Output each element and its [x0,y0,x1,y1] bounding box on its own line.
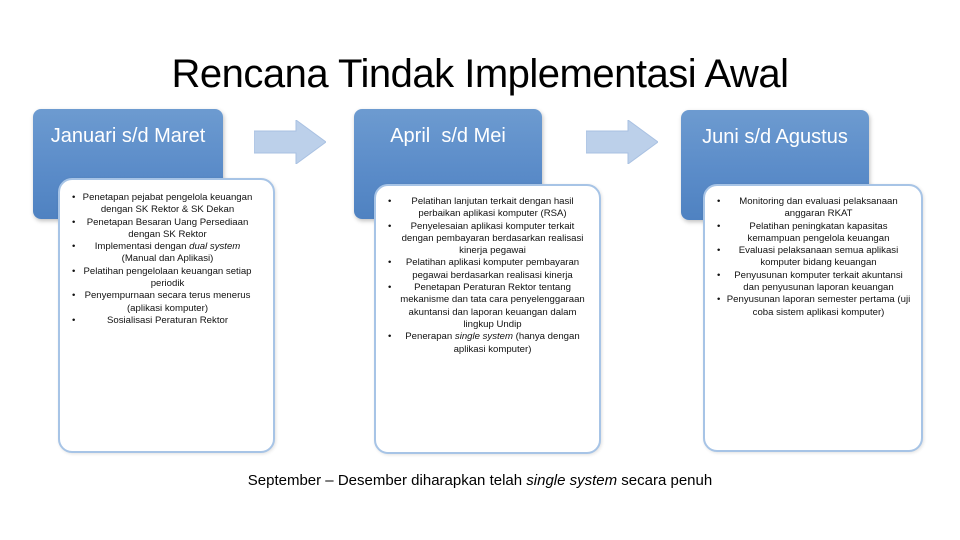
list-item: • Penerapan single system (hanya dengan aplikasi komputer) [386,331,588,356]
footer-text-before: September – Desember diharapkan telah [247,472,527,489]
item-emphasis: single system [454,331,514,343]
phase-header-2-label: April s/d Mei [390,125,506,147]
list-item: • Pelatihan aplikasi komputer pembayaran pegawai berdasarkan realisasi kinerja [386,257,588,282]
list-item: • Pelatihan peningkatan kapasitas kemampuan pengelola keuangan [715,221,911,246]
phase-3-item-list [715,196,911,319]
list-item: • Penetapan Besaran Uang Persediaan dengan SK Rektor [70,217,254,242]
list-item: • Sosialisasi Peraturan Rektor [70,315,254,327]
phase-header-3-label: Juni s/d Agustus [702,126,848,148]
phase-card-2 [374,184,601,454]
phase-card-1 [58,178,275,453]
phase-header-1-label: Januari s/d Maret [50,125,206,147]
list-item: • Monitoring dan evaluasi pelaksanaan anggaran RKAT [715,196,911,221]
list-item: • Penyelesaian aplikasi komputer terkait dengan pembayaran berdasarkan realisasi kinerja pegawai [386,221,588,258]
list-item: • Penetapan pejabat pengelola keuangan dengan SK Rektor & SK Dekan [70,192,254,217]
list-item: • Penyempurnaan secara terus menerus (aplikasi komputer) [70,290,254,315]
list-item: • Penyusunan laporan semester pertama (uji coba sistem aplikasi komputer) [715,294,911,319]
list-item: • Evaluasi pelaksanaan semua aplikasi komputer bidang keuangan [715,245,911,270]
right-arrow-icon [254,120,326,164]
page-title: Rencana Tindak Implementasi Awal [171,52,789,96]
list-item: • Penyusunan komputer terkait akuntansi dan penyusunan laporan keuangan [715,270,911,295]
phase-1-item-list [70,192,254,327]
list-item: • Penetapan Peraturan Rektor tentang mekanisme dan tata cara penyelenggaraan akuntansi dan laporan keuangan dalam lingkup Undip [386,282,588,331]
footer-text-after: secara penuh [617,472,713,489]
list-item: • Implementasi dengan dual system (Manual dan Aplikasi) [70,241,254,266]
phase-2-item-list [386,196,588,356]
item-emphasis: dual system [189,241,241,253]
right-arrow-icon [586,120,658,164]
footer-note [0,472,960,489]
footer-text-emphasis: single system [526,472,618,489]
phase-card-3 [703,184,923,452]
list-item: • Pelatihan pengelolaan keuangan setiap periodik [70,266,254,291]
list-item: • Pelatihan lanjutan terkait dengan hasil perbaikan aplikasi komputer (RSA) [386,196,588,221]
